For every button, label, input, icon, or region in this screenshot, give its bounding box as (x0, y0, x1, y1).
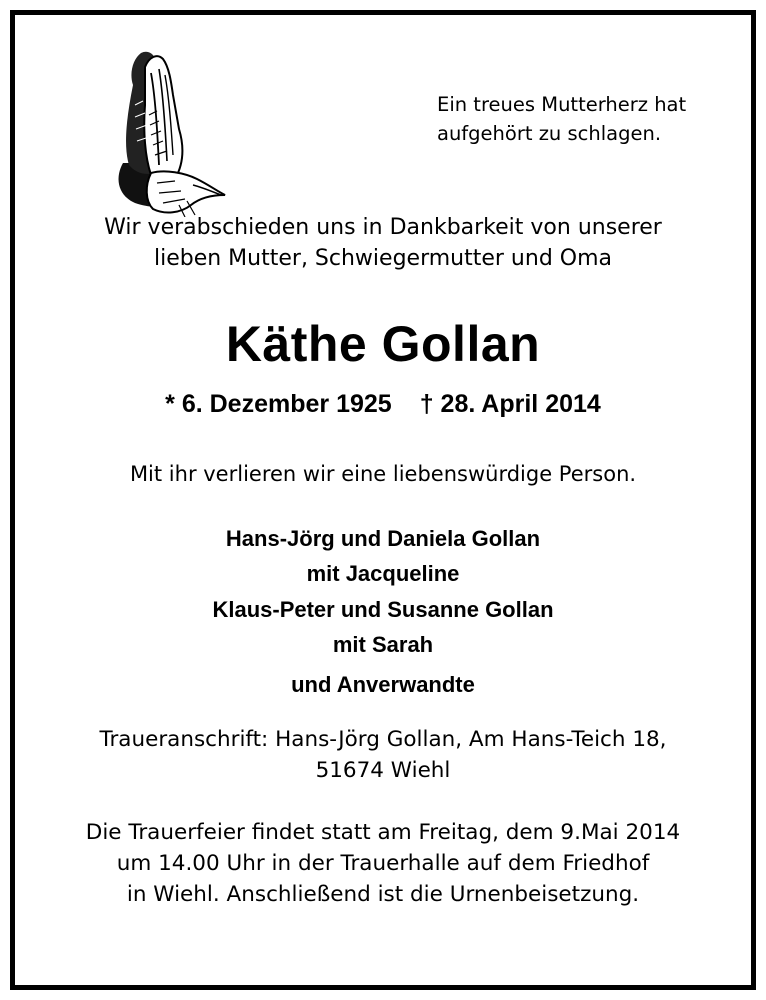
ceremony-line: in Wiehl. Anschließend ist die Urnenbeisetzung. (126, 882, 640, 907)
family-list (0, 521, 766, 702)
family-member: Hans-Jörg und Daniela Gollan (225, 526, 541, 551)
quote-line: Ein treues Mutterherz hat (437, 93, 687, 116)
family-member: mit Sarah (332, 632, 434, 657)
ceremony-info (0, 817, 766, 910)
ceremony-line: Die Trauerfeier findet statt am Freitag, dem 9.Mai 2014 (85, 820, 681, 845)
address-line: 51674 Wiehl (315, 758, 451, 783)
address-line: Traueranschrift: Hans-Jörg Gollan, Am Hans-Teich 18, (99, 727, 667, 752)
family-member: und Anverwandte (291, 672, 475, 697)
praying-hands-icon (105, 45, 235, 217)
quote-line: aufgehört zu schlagen. (437, 122, 662, 145)
life-dates (0, 386, 766, 422)
ceremony-line: um 14.00 Uhr in der Trauerhalle auf dem Friedhof (116, 851, 650, 876)
family-member: mit Jacqueline (306, 561, 460, 586)
intro-line: lieben Mutter, Schwiegermutter und Oma (153, 246, 612, 271)
deceased-name: Käthe Gollan (225, 316, 541, 372)
death-date: † 28. April 2014 (419, 390, 601, 418)
family-member: Klaus-Peter und Susanne Gollan (212, 597, 554, 622)
intro-line: Wir verabschieden uns in Dankbarkeit von unserer (104, 215, 662, 240)
mourning-address (0, 724, 766, 786)
birth-date: * 6. Dezember 1925 (165, 390, 392, 418)
memorial-statement: Mit ihr verlieren wir eine liebenswürdige Person. (129, 462, 637, 486)
quote-block (437, 90, 686, 148)
intro-text (0, 212, 766, 274)
